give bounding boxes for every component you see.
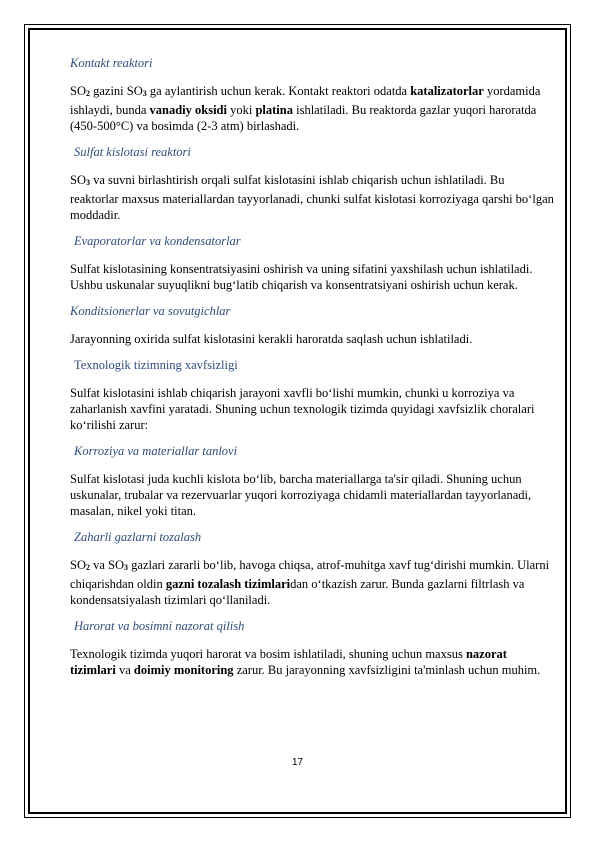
section-heading-korroziya: Korroziya va materiallar tanlovi xyxy=(74,444,238,458)
section-paragraph-evaporatorlar: Sulfat kislotasining konsentratsiyasini oshirish va uning sifatini yaxshilash uchun ishlatiladi. Ushbu uskunalar suyuqlikni bug‘latib chiqarish va konsentratsiyani oshirish uchun kerak. xyxy=(70,262,533,292)
section-heading-harorat-bosim: Harorat va bosimni nazorat qilish xyxy=(74,619,245,633)
section-heading-zaharli-gazlar: Zaharli gazlarni tozalash xyxy=(74,530,202,544)
section-paragraph-konditsionerlar: Jarayonning oxirida sulfat kislotasini kerakli haroratda saqlash uchun ishlatiladi. xyxy=(70,332,473,346)
section-paragraph-harorat-bosim: Texnologik tizimda yuqori harorat va bosim ishlatiladi, shuning uchun maxsus nazorat tizimlari va doimiy monitoring zarur. Bu jarayonning xavfsizligini ta'minlash uchun muhim. xyxy=(70,647,541,677)
section-paragraph-sulfat-kislotasi-reaktori: $SO_3$ va suvni birlashtirish orqali sulfat kislotasini ishlab chiqarish uchun ishlatiladi. Bu reaktorlar maxsus materiallardan tayyorlanadi, chunki sulfat kislotasi korroziyaga qarshi bo‘lgan moddadir. xyxy=(70,173,554,222)
section-paragraph-zaharli-gazlar: $SO_2$ va $SO_3$ gazlari zararli bo‘lib, havoga chiqsa, atrof-muhitga xavf tug‘dirishi mumkin. Ularni chiqarishdan oldin gazni tozalash tizimlaridan o‘tkazish zarur. Bunda gazlarni filtrlash va kondensatsiyalash tizimlari qo‘llaniladi. xyxy=(70,558,550,607)
section-heading-konditsionerlar: Konditsionerlar va sovutgichlar xyxy=(70,304,231,318)
document-body xyxy=(70,55,554,688)
section-paragraph-korroziya: Sulfat kislotasi juda kuchli kislota bo‘lib, barcha materiallarga ta'sir qiladi. Shuning uchun uskunalar, trubalar va rezervuarlar yuqori korroziyaga chidamli materiallardan tayyorlanadi, masalan, nikel yoki titan. xyxy=(70,472,532,518)
section-paragraph-xavfsizlik: Sulfat kislotasini ishlab chiqarish jarayoni xavfli bo‘lishi mumkin, chunki u korroziya va zaharlanish xavfini yaratadi. Shuning uchun texnologik tizimda quyidagi xavfsizlik choralari ko‘rilishi zarur: xyxy=(70,386,535,432)
section-heading-sulfat-kislotasi-reaktori: Sulfat kislotasi reaktori xyxy=(74,145,191,159)
section-heading-evaporatorlar: Evaporatorlar va kondensatorlar xyxy=(74,234,241,248)
section-heading-xavfsizlik: Texnologik tizimning xavfsizligi xyxy=(74,358,238,372)
page-number: 17 xyxy=(291,757,304,768)
section-heading-kontakt-reaktori: Kontakt reaktori xyxy=(70,56,153,70)
section-paragraph-kontakt-reaktori: $SO_2$ gazini $SO_3$ ga aylantirish uchun kerak. Kontakt reaktori odatda katalizatorlar yordamida ishlaydi, bunda vanadiy oksidi yoki platina ishlatiladi. Bu reaktorda gazlar yuqori haroratda (450-500°C) va bosimda (2-3 atm) birlashadi. xyxy=(70,84,541,133)
